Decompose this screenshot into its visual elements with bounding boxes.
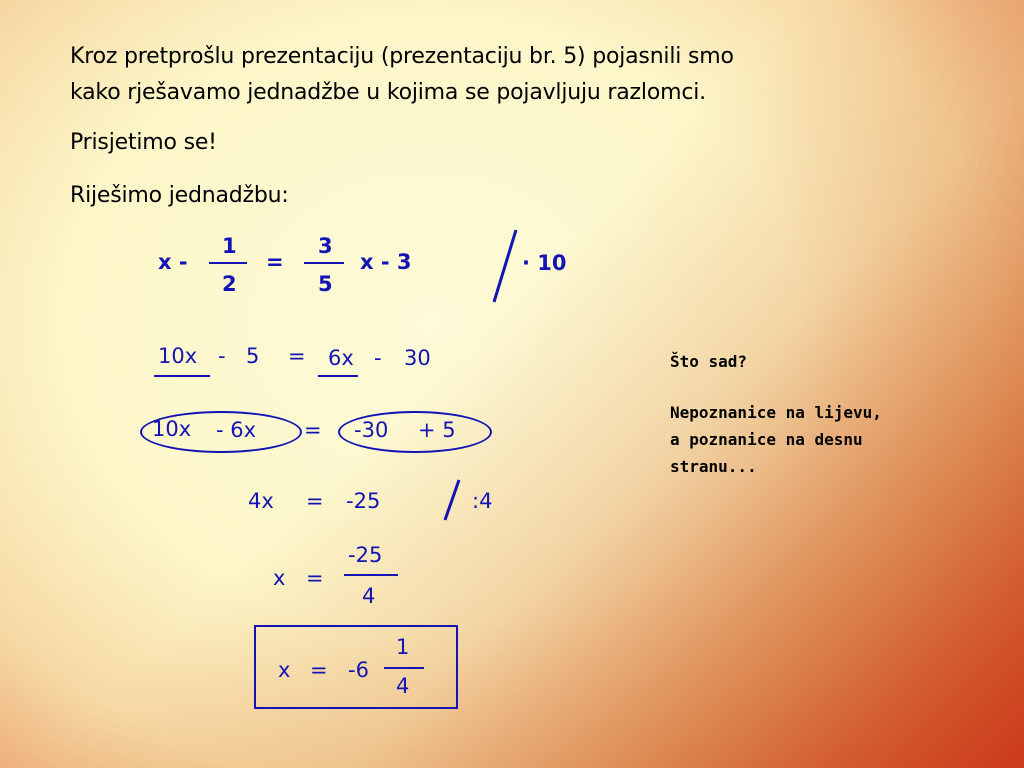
eq2-equals: = xyxy=(288,344,306,368)
eq6-whole: -6 xyxy=(348,658,369,682)
intro-line-2: kako rješavamo jednadžbe u kojima se pojavljuju razlomci. xyxy=(70,80,706,105)
eq4-lhs: 4x xyxy=(248,489,274,513)
eq5-equals: = xyxy=(306,566,324,590)
eq3-lhs-b: - 6x xyxy=(216,418,257,442)
eq3-rhs-b: + 5 xyxy=(418,418,456,442)
eq1-fraction2-bar xyxy=(304,262,344,264)
eq6-denominator: 4 xyxy=(396,674,410,698)
eq1-x-minus: x - xyxy=(158,250,188,274)
eq2-lhs-b: 5 xyxy=(246,344,260,368)
eq3-equals: = xyxy=(304,418,322,442)
side-hint-line-1: Nepoznanice na lijevu, xyxy=(670,403,882,422)
eq1-equals: = xyxy=(266,250,284,274)
side-question: Što sad? xyxy=(670,352,748,371)
side-hint-line-3: stranu... xyxy=(670,457,757,476)
eq6-x: x xyxy=(278,658,291,682)
eq3-lhs-a: 10x xyxy=(152,417,192,441)
eq6-fraction-bar xyxy=(384,667,424,669)
eq4-divisor: :4 xyxy=(472,489,493,513)
rijesimo-text: Riješimo jednadžbu: xyxy=(70,183,289,208)
final-answer-box xyxy=(254,625,458,709)
eq6-numerator: 1 xyxy=(396,635,410,659)
eq2-underline-2 xyxy=(318,375,358,377)
eq6-equals: = xyxy=(310,658,328,682)
eq1-fraction2-denominator: 5 xyxy=(318,272,333,296)
intro-line-1: Kroz pretprošlu prezentaciju (prezentaciju br. 5) pojasnili smo xyxy=(70,44,734,69)
eq2-rhs-op: - xyxy=(374,346,382,370)
eq4-rhs: -25 xyxy=(346,489,381,513)
eq1-fraction2-numerator: 3 xyxy=(318,234,333,258)
eq2-lhs-a: 10x xyxy=(158,344,198,368)
eq4-equals: = xyxy=(306,489,324,513)
eq1-fraction1-denominator: 2 xyxy=(222,272,237,296)
eq1-fraction1-numerator: 1 xyxy=(222,234,237,258)
side-hint-line-2: a poznanice na desnu xyxy=(670,430,863,449)
eq5-numerator: -25 xyxy=(348,543,383,567)
eq5-denominator: 4 xyxy=(362,584,376,608)
eq1-multiplier: · 10 xyxy=(522,251,567,275)
eq2-rhs-a: 6x xyxy=(328,346,354,370)
eq5-x: x xyxy=(273,566,286,590)
eq2-lhs-op: - xyxy=(218,344,226,368)
eq1-rest: x - 3 xyxy=(360,250,412,274)
eq3-rhs-a: -30 xyxy=(354,418,389,442)
eq2-rhs-b: 30 xyxy=(404,346,431,370)
eq1-slash xyxy=(490,228,520,304)
eq1-fraction1-bar xyxy=(209,262,247,264)
prisjetimo-text: Prisjetimo se! xyxy=(70,130,217,155)
eq4-slash xyxy=(442,478,462,522)
eq2-underline-1 xyxy=(154,375,210,377)
eq5-fraction-bar xyxy=(344,574,398,576)
